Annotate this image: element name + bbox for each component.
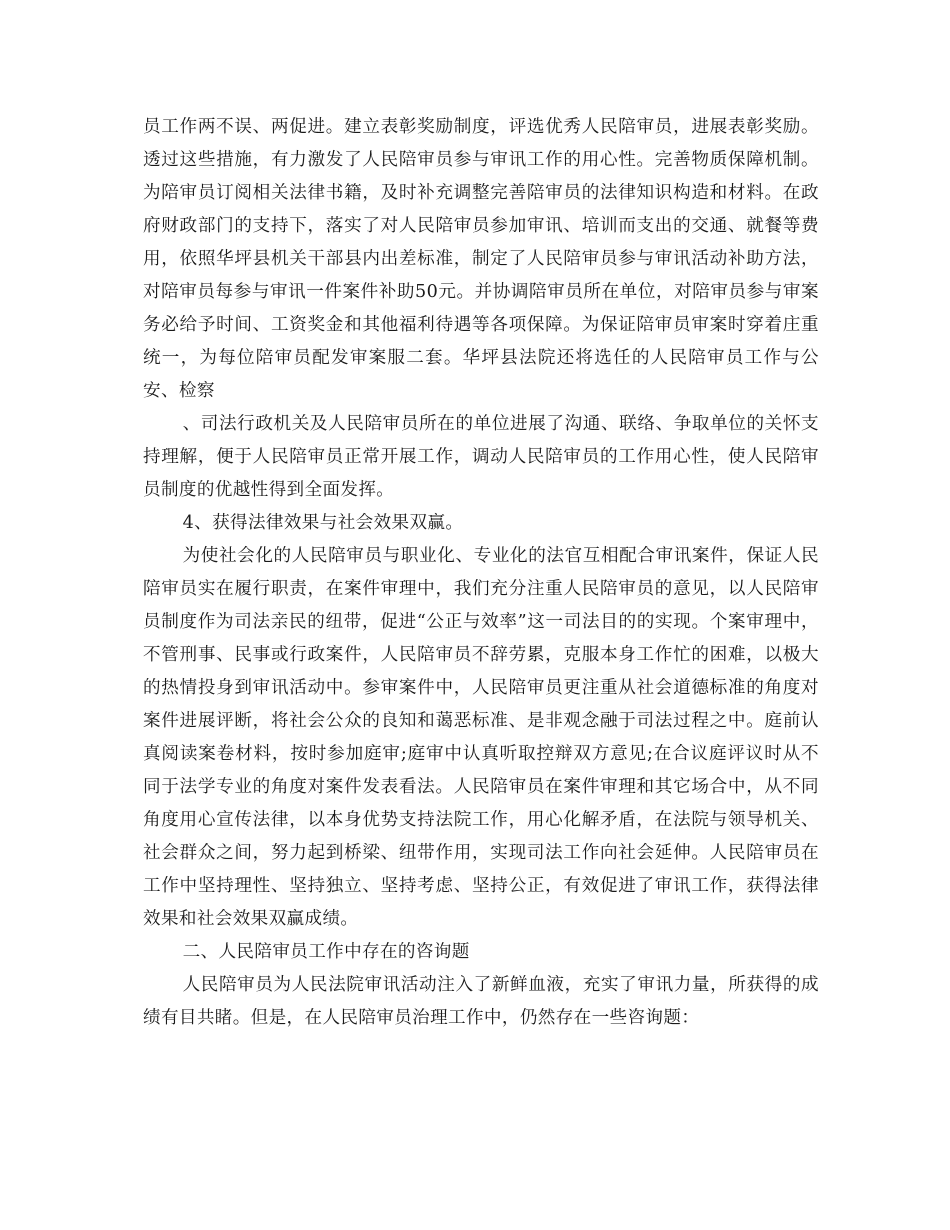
section-heading-legal-social-effect: 4、获得法律效果与社会效果双赢。 xyxy=(182,513,464,533)
paragraph-continuation: 员工作两不误、两促进。建立表彰奖励制度，评选优秀人民陪审员，进展表彰奖励。透过这些措施，有力激发了人民陪审员参与审讯工作的用心性。完善物质保障机制。为陪审员订阅相关法律书籍，及时补充调整完善陪审员的法律知识构造和材料。在政府财政部门的支持下，落实了对人民陪审员参加审讯、培训而支出的交通、就餐等费用，依照华坪县机关干部县内出差标准，制定了人民陪审员参与审讯活动补助方法，对陪审员每参与审讯一件案件补助50元。并协调陪审员所在单位，对陪审员参与审案务必给予时间、工资奖金和其他福利待遇等各项保障。为保证陪审员审案时穿着庄重统一，为每位陪审员配发审案服二套。华坪县法院还将选任的人民陪审员工作与公安、检察 xyxy=(143,117,819,401)
document-body xyxy=(143,111,819,1035)
paragraph-trial-participation: 为使社会化的人民陪审员与职业化、专业化的法官互相配合审讯案件，保证人民陪审员实在履行职责，在案件审理中，我们充分注重人民陪审员的意见，以人民陪审员制度作为司法亲民的纽带，促进“公正与效率”这一司法目的的实现。个案审理中，不管刑事、民事或行政案件，人民陪审员不辞劳累，克服本身工作忙的困难，以极大的热情投身到审讯活动中。参审案件中，人民陪审员更注重从社会道德标准的角度对案件进展评断，将社会公众的良知和蔼恶标准、是非观念融于司法过程之中。庭前认真阅读案卷材料，按时参加庭审;庭审中认真听取控辩双方意见;在合议庭评议时从不同于法学专业的角度对案件发表看法。人民陪审员在案件审理和其它场合中，从不同角度用心宣传法律，以本身优势支持法院工作，用心化解矛盾，在法院与领导机关、社会群众之间，努力起到桥梁、纽带作用，实现司法工作向社会延伸。人民陪审员在工作中坚持理性、坚持独立、坚持考虑、坚持公正，有效促进了审讯工作，获得法律效果和社会效果双赢成绩。 xyxy=(143,546,819,929)
paragraph-liaison: 、司法行政机关及人民陪审员所在的单位进展了沟通、联络、争取单位的关怀支持理解，便于人民陪审员正常开展工作，调动人民陪审员的工作用心性，使人民陪审员制度的优越性得到全面发挥。 xyxy=(143,414,819,500)
section-heading-problems: 二、人民陪审员工作中存在的咨询题 xyxy=(182,942,470,962)
paragraph-problems-intro: 人民陪审员为人民法院审讯活动注入了新鲜血液，充实了审讯力量，所获得的成绩有目共睹。但是，在人民陪审员治理工作中，仍然存在一些咨询题： xyxy=(143,975,819,1028)
